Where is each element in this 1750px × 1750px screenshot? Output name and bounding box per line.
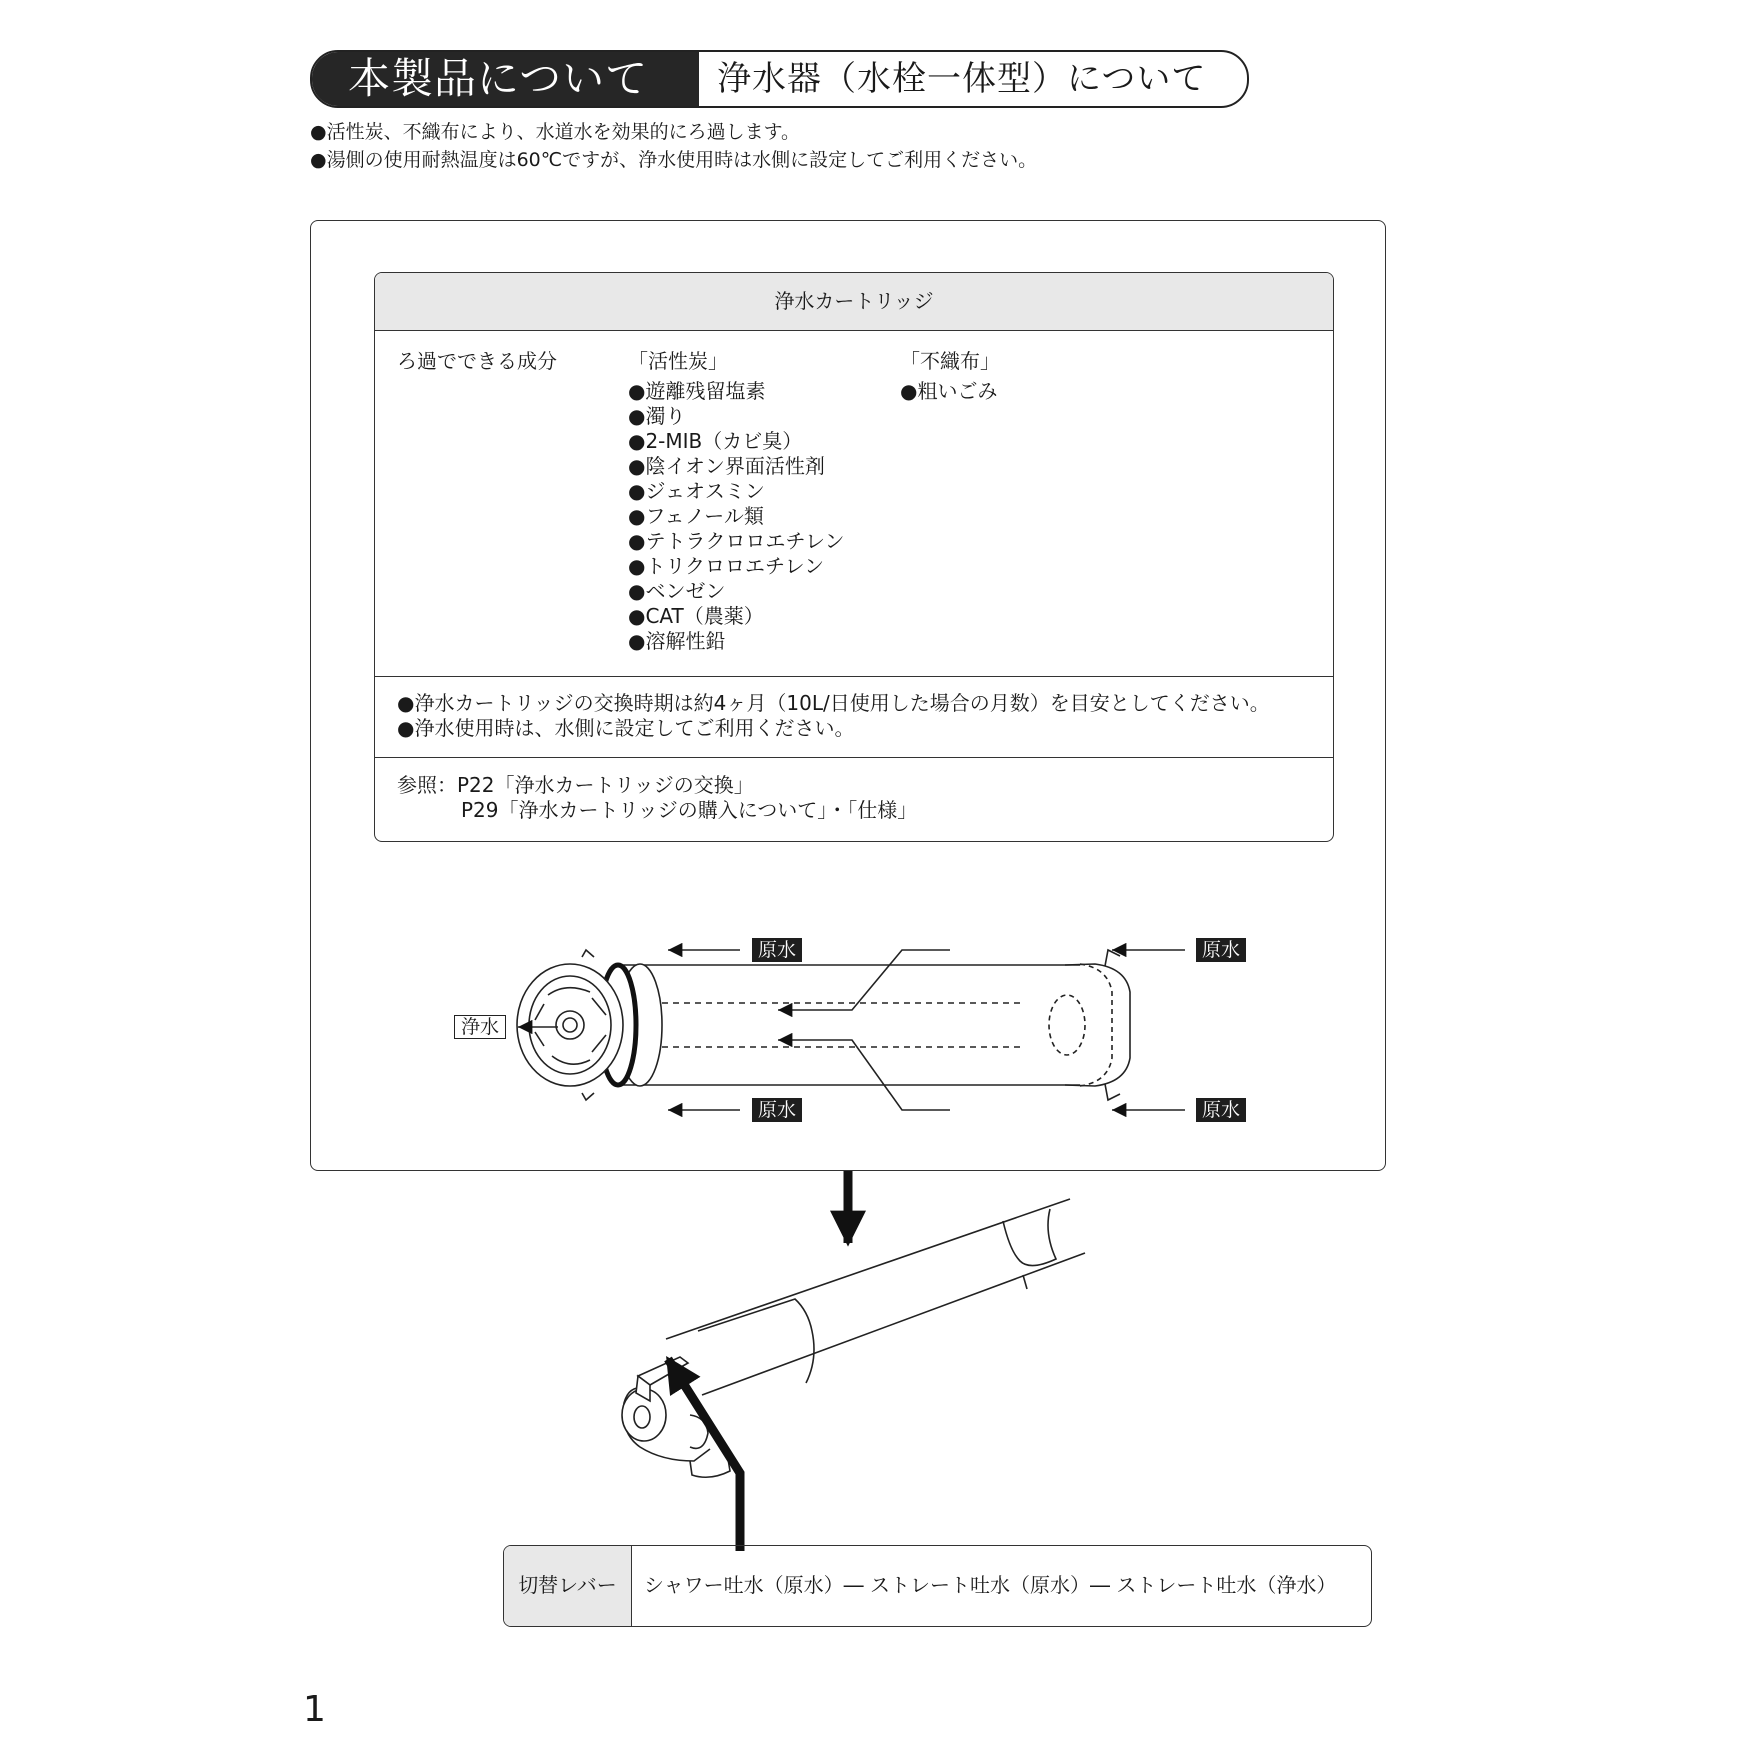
activated-carbon-item: ●ベンゼン [628,579,726,603]
activated-carbon-item: ●トリクロロエチレン [628,554,825,578]
note-usage: ●浄水使用時は、水側に設定してご利用ください。 [397,716,855,740]
raw-water-label-bottom-right: 原水 [1196,1098,1246,1122]
activated-carbon-title: 「活性炭」 [628,349,728,373]
filter-row-label: ろ過でできる成分 [397,349,557,373]
section-label: 本製品について [312,52,699,106]
activated-carbon-item: ●2-MIB（カビ臭） [628,429,803,453]
table-divider [375,676,1333,677]
page-number: 1 [303,1689,326,1730]
faucet-illustration [580,1171,1100,1551]
activated-carbon-item: ●CAT（農薬） [628,604,764,628]
note-replacement: ●浄水カートリッジの交換時期は約4ヶ月（10L/日使用した場合の月数）を目安としてください。 [397,691,1270,715]
lever-table [503,1545,1372,1627]
activated-carbon-item: ●フェノール類 [628,504,764,528]
page-title: 浄水器（水栓一体型）について [717,59,1207,99]
activated-carbon-item: ●遊離残留塩素 [628,379,766,403]
activated-carbon-item: ●ジェオスミン [628,479,765,503]
cartridge-table [374,272,1334,842]
cartridge-flow-diagram [440,920,1260,1130]
nonwoven-title: 「不織布」 [900,349,1000,373]
reference-line-2: P29「浄水カートリッジの購入について」・「仕様」 [461,798,918,822]
raw-water-label-top-right: 原水 [1196,938,1246,962]
lever-label: 切替レバー [504,1546,632,1626]
activated-carbon-item: ●陰イオン界面活性剤 [628,454,825,478]
cartridge-table-heading: 浄水カートリッジ [375,273,1333,331]
purified-water-label: 浄水 [454,1015,506,1039]
table-divider [375,757,1333,758]
lever-modes: シャワー吐水（原水）― ストレート吐水（原水）― ストレート吐水（浄水） [644,1573,1337,1597]
intro-line-1: ●活性炭、不織布により、水道水を効果的にろ過します。 [310,121,801,143]
activated-carbon-item: ●溶解性鉛 [628,629,726,653]
nonwoven-item: ●粗いごみ [900,379,998,403]
intro-line-2: ●湯側の使用耐熱温度は60℃ですが、浄水使用時は水側に設定してご利用ください。 [310,149,1038,171]
cartridge-illustration [440,920,1260,1130]
activated-carbon-item: ●テトラクロロエチレン [628,529,845,553]
raw-water-label-top-left: 原水 [752,938,802,962]
raw-water-label-bottom-left: 原水 [752,1098,802,1122]
section-banner [310,50,1249,108]
faucet-drawing [580,1171,1100,1551]
reference-line-1: 参照：P22「浄水カートリッジの交換」 [397,773,754,797]
activated-carbon-item: ●濁り [628,404,686,428]
